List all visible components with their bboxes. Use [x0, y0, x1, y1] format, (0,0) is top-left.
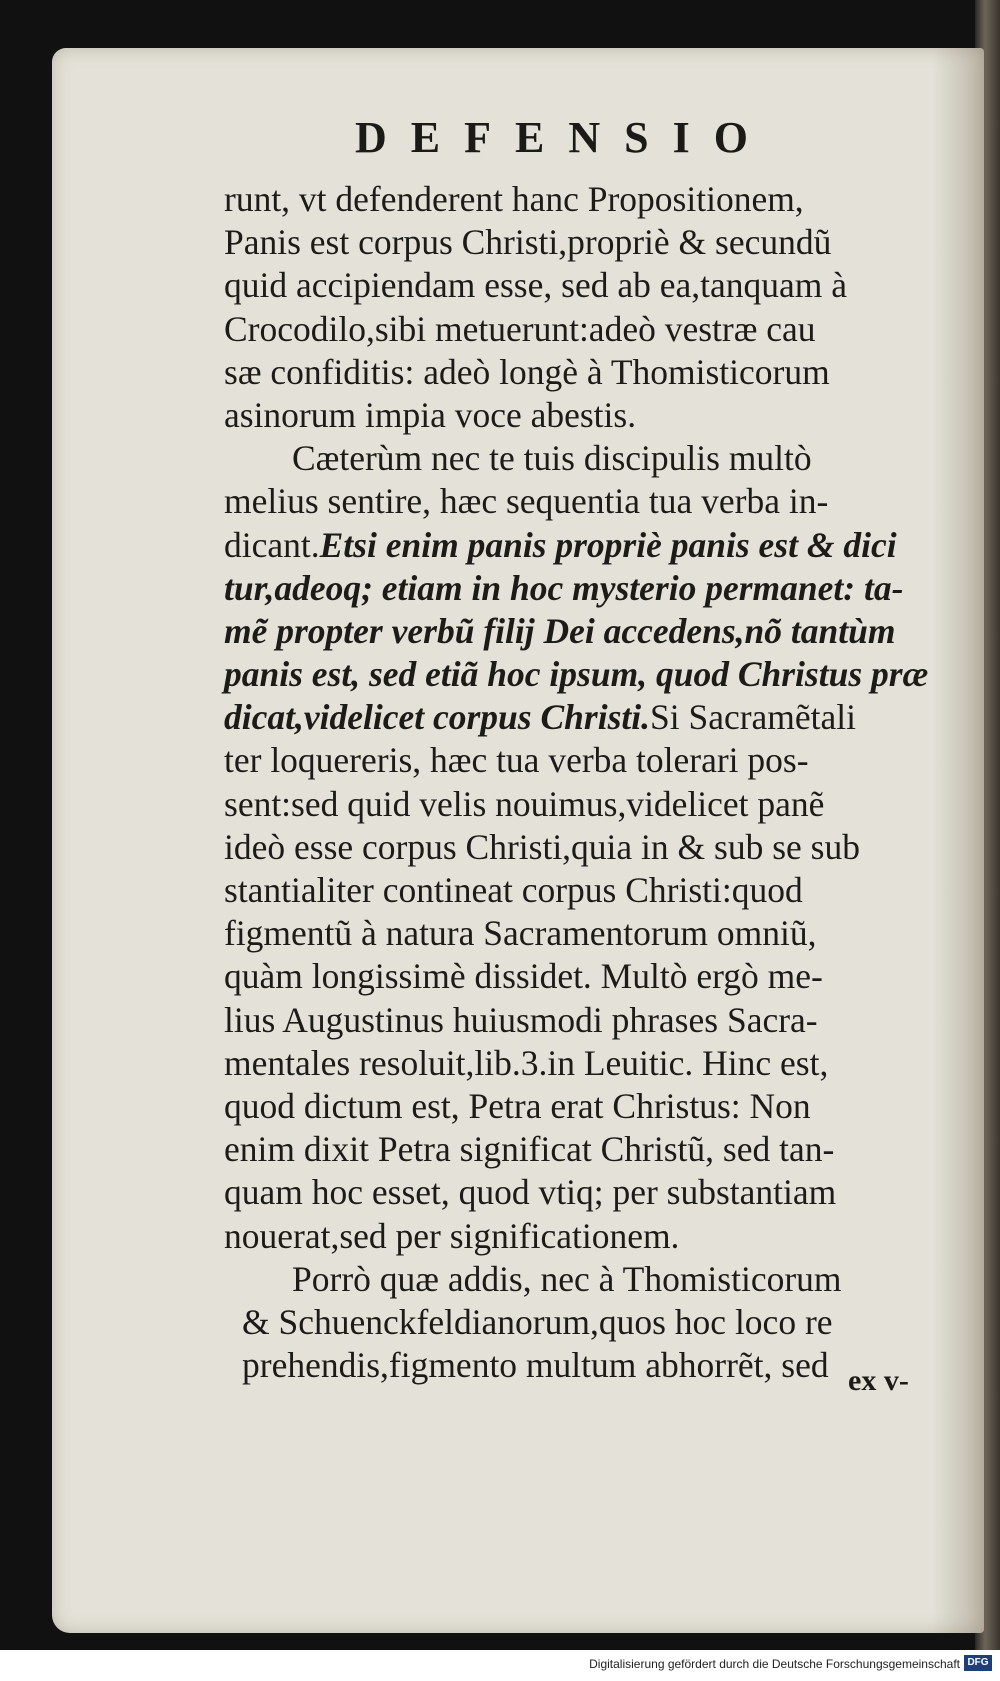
- text-line: runt, vt defenderent hanc Propositionem,: [224, 179, 804, 219]
- page-edge-shadow: [932, 48, 984, 1633]
- funding-credit: Digitalisierung gefördert durch die Deutsche Forschungsgemeinschaft: [589, 1657, 960, 1671]
- text-line: quam hoc esset, quod vtiq; per substantiam: [224, 1172, 837, 1213]
- text-line: figmentũ à natura Sacramentorum omniũ,: [224, 913, 817, 954]
- italic-quote-line: mẽ propter verbũ filij Dei accedens,nõ tantùm: [224, 610, 896, 651]
- text-line: ideò esse corpus Christi,quia in & sub se sub: [224, 826, 860, 867]
- text-line: quod dictum est, Petra erat Christus: Non: [224, 1085, 811, 1126]
- text-line: Crocodilo,sibi metuerunt:adeò vestræ cau: [224, 308, 816, 349]
- text-line: Cæterùm nec te tuis discipulis multò: [292, 438, 812, 479]
- text-line: Porrò quæ addis, nec à Thomisticorum: [292, 1258, 842, 1299]
- italic-quote-line: panis est, sed etiã hoc ipsum, quod Christus præ: [224, 654, 929, 695]
- text-line: stantialiter contineat corpus Christi:quod: [224, 870, 803, 910]
- text-line: quid accipiendam esse, sed ab ea,tanquam à: [224, 265, 847, 306]
- text-line: sent:sed quid velis nouimus,videlicet panẽ: [224, 783, 825, 824]
- digitization-footer: [0, 1650, 1000, 1681]
- catchword: ex v-: [848, 1364, 909, 1397]
- text-line: [224, 524, 924, 567]
- text-line: ter loquereris, hæc tua verba tolerari pos-: [224, 740, 809, 781]
- text-line: quàm longissimè dissidet. Multò ergò me-: [224, 956, 823, 997]
- italic-quote: Etsi enim panis propriè panis est & dici: [319, 524, 897, 565]
- text-segment: dicant.: [224, 524, 320, 565]
- text-segment: Si Sacramẽtali: [649, 697, 857, 738]
- text-line: Panis est corpus Christi,propriè & secundũ: [224, 222, 832, 263]
- page-header: DEFENSIO: [355, 113, 772, 162]
- text-line: mentales resoluit,lib.3.in Leuitic. Hinc est,: [224, 1042, 829, 1083]
- page-body-text: [224, 178, 929, 1387]
- text-line: [224, 696, 924, 739]
- italic-quote-line: tur,adeoq; etiam in hoc mysterio permanet: ta-: [224, 567, 904, 608]
- text-line: prehendis,figmento multum abhorrẽt, sed: [242, 1345, 829, 1386]
- text-line: lius Augustinus huiusmodi phrases Sacra-: [224, 999, 818, 1040]
- text-line: enim dixit Petra significat Christũ, sed tan-: [224, 1129, 835, 1170]
- text-line: asinorum impia voce abestis.: [224, 394, 637, 435]
- text-line: melius sentire, hæc sequentia tua verba in-: [224, 481, 829, 522]
- text-line: nouerat,sed per significationem.: [224, 1215, 680, 1256]
- text-line: sæ confiditis: adeò longè à Thomisticorum: [224, 351, 830, 392]
- dfg-logo-icon: DFG: [964, 1655, 992, 1671]
- text-line: & Schuenckfeldianorum,quos hoc loco re: [242, 1301, 833, 1342]
- italic-quote: dicat,videlicet corpus Christi.: [224, 697, 650, 738]
